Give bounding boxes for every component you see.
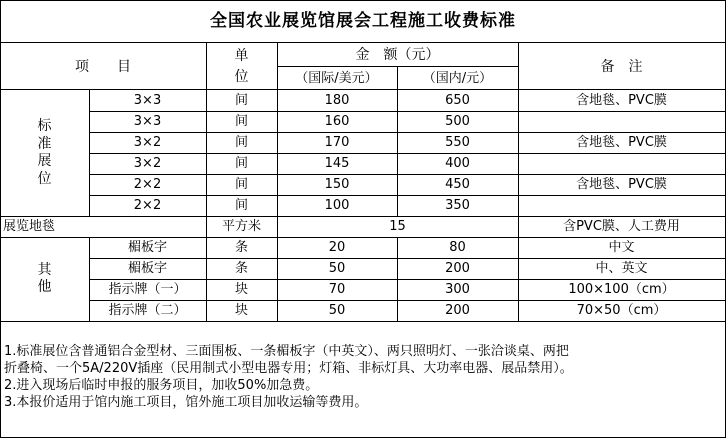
booth-unit: 间 [234, 177, 248, 192]
other-intl-price: 20 [328, 240, 346, 255]
booth-domestic-price: 650 [445, 93, 470, 108]
booth-remark [518, 111, 725, 132]
booth-intl-price: 170 [324, 135, 350, 150]
booth-remark: 含地毯、PVC膜 [576, 135, 667, 150]
other-domestic-price: 200 [445, 261, 470, 276]
other-unit: 块 [234, 303, 248, 318]
other-unit: 块 [234, 282, 248, 297]
booth-size: 2×2 [133, 177, 162, 192]
booth-unit: 间 [234, 114, 248, 129]
header-domestic: （国内/元） [422, 70, 493, 86]
other-label [0, 237, 89, 321]
other-char: 其 [37, 261, 52, 278]
other-unit: 条 [234, 240, 248, 255]
standard-booth-label [0, 90, 89, 216]
booth-size: 2×2 [133, 198, 162, 213]
other-domestic-price: 200 [445, 303, 470, 318]
booth-unit: 间 [234, 93, 248, 108]
other-intl-price: 50 [328, 261, 346, 276]
booth-unit: 间 [234, 156, 248, 171]
booth-unit: 间 [234, 198, 248, 213]
grid-line [0, 321, 726, 322]
booth-unit: 间 [234, 135, 248, 150]
other-unit: 条 [234, 261, 248, 276]
grid-line [0, 42, 726, 43]
other-domestic-price: 80 [449, 240, 466, 255]
booth-intl-price: 180 [324, 93, 350, 108]
other-remark: 中文 [608, 240, 635, 255]
other-char: 他 [37, 279, 52, 295]
carpet-unit: 平方米 [221, 219, 261, 234]
note-line: 2.进入现场后临时申报的服务项目，加收50%加急费。 [4, 378, 319, 393]
other-name: 楣板字 [127, 261, 167, 276]
other-name: 指示牌（二） [108, 303, 187, 318]
other-remark: 70×50（cm） [576, 303, 667, 318]
booth-domestic-price: 450 [445, 177, 470, 192]
carpet-remark: 含PVC膜、人工费用 [563, 219, 680, 234]
booth-intl-price: 150 [324, 177, 350, 192]
booth-size: 3×2 [133, 156, 162, 171]
standard-booth-char: 位 [37, 170, 52, 187]
booth-size: 3×3 [133, 93, 162, 108]
other-remark: 中、英文 [595, 261, 648, 276]
note-line: 3.本报价适用于馆内施工项目，馆外施工项目加收运输等费用。 [4, 395, 368, 410]
header-unit-bottom: 位 [234, 69, 249, 85]
standard-booth-char: 标 [37, 118, 52, 134]
page-title: 全国农业展览馆展会工程施工收费标准 [210, 11, 516, 31]
booth-domestic-price: 500 [445, 114, 470, 129]
booth-domestic-price: 550 [445, 135, 470, 150]
header-amount: 金 额（元） [355, 47, 440, 63]
other-name: 楣板字 [127, 240, 167, 255]
booth-remark: 含地毯、PVC膜 [576, 177, 667, 192]
booth-intl-price: 160 [324, 114, 350, 129]
other-name: 指示牌（一） [108, 282, 187, 297]
grid-line [0, 437, 726, 438]
carpet-price: 15 [389, 219, 406, 234]
standard-booth-char: 展 [37, 153, 52, 169]
booth-intl-price: 145 [324, 156, 350, 171]
booth-size: 3×3 [133, 114, 162, 129]
header-item: 项 目 [75, 59, 131, 75]
booth-remark: 含地毯、PVC膜 [576, 93, 667, 108]
booth-domestic-price: 350 [445, 198, 470, 213]
header-remark: 备 注 [600, 59, 643, 75]
booth-remark [518, 153, 725, 174]
booth-remark [518, 195, 725, 216]
header-unit-top: 单 [234, 48, 249, 64]
booth-intl-price: 100 [324, 198, 350, 213]
header-intl: （国际/美元） [295, 70, 378, 86]
booth-size: 3×2 [133, 135, 162, 150]
other-intl-price: 50 [328, 303, 346, 318]
carpet-label: 展览地毯 [3, 219, 56, 234]
standard-booth-char: 准 [37, 135, 52, 152]
booth-domestic-price: 400 [445, 156, 470, 171]
other-domestic-price: 300 [445, 282, 470, 297]
note-line: 1.标准展位含普通铝合金型材、三面围板、一条楣板字（中英文）、两只照明灯、一张洽谈桌、两把 [4, 344, 569, 359]
other-remark: 100×100（cm） [568, 282, 675, 297]
other-intl-price: 70 [328, 282, 346, 297]
note-line: 折叠椅、一个5A/220V插座（民用制式小型电器专用；灯箱、非标灯具、大功率电器、展品禁用）。 [4, 361, 573, 376]
